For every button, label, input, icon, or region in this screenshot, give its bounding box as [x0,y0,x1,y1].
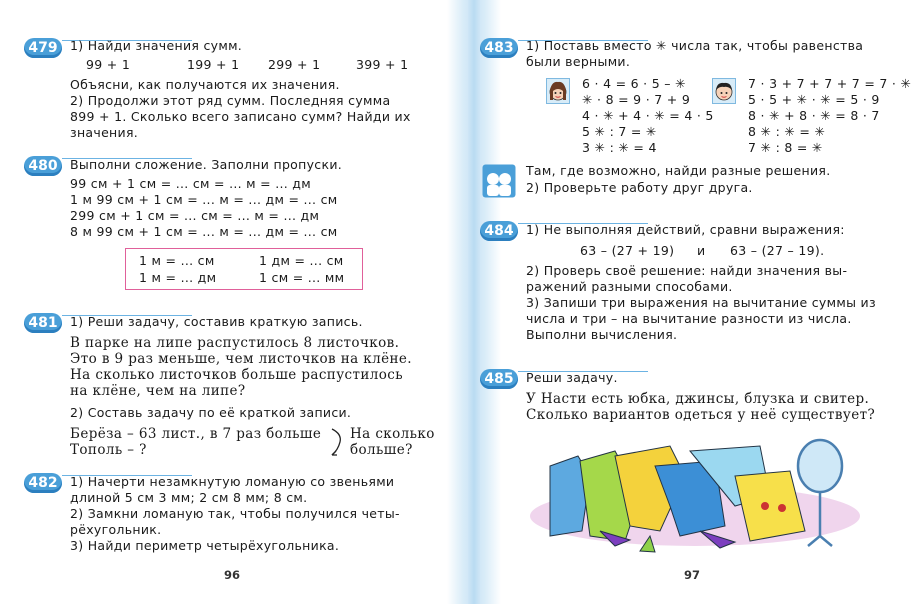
task-482-line: длиной 5 см 3 мм; 2 см 8 мм; 8 см. [70,490,308,505]
task-480-row: 1 м 99 см + 1 см = ... м = ... дм = ... см [70,192,338,207]
sum-2: 199 + 1 [187,57,240,72]
task-479-line6: значения. [70,125,139,140]
task-483-line4: 2) Проверьте работу друг друга. [526,180,753,195]
task-number-485: 485 [480,369,518,389]
eq-col2: 7 ✳ : 8 = ✳ [748,140,823,155]
task-485-story: Сколько вариантов одеться у неё существует? [526,407,876,423]
short-question-1: На сколько [350,426,435,442]
task-479-line1: 1) Найди значения сумм. [70,38,243,53]
boy-face-icon [712,78,736,104]
task-number-479: 479 [24,38,62,58]
task-480-row: 8 м 99 см + 1 см = ... м = ... дм = ... см [70,224,338,239]
eq-col2: 5 · 5 + ✳ · ✳ = 5 · 9 [748,92,880,107]
task-481-story: На сколько листочков больше распустилось [70,367,403,383]
task-485-title: Реши задачу. [526,370,618,385]
task-482-line: 3) Найди периметр четырёхугольника. [70,538,340,553]
task-number-484: 484 [480,221,518,241]
expression-2: 63 – (27 – 19). [730,243,825,258]
pair-work-icon [482,164,516,198]
task-484-line6: числа и три – на вычитание разности из числа. [526,311,852,326]
task-482-line: 1) Начерти незамкнутую ломаную со звеньями [70,474,395,489]
task-481-line2: 2) Составь задачу по её краткой записи. [70,405,352,420]
spine-stripe [468,0,480,604]
brace-arrow-icon [328,426,348,458]
units-box-item: 1 м = ... см [139,253,215,268]
sum-1: 99 + 1 [86,57,131,72]
task-number-481: 481 [24,313,62,333]
girl-face-icon [546,78,570,104]
page-number-left: 96 [224,568,241,582]
task-484-line4: ражений разными способами. [526,279,733,294]
task-number-480: 480 [24,156,62,176]
task-479-line4: 2) Продолжи этот ряд сумм. Последняя сумма [70,93,391,108]
clothes-illustration [520,436,870,556]
task-481-line1: 1) Реши задачу, составив краткую запись. [70,314,363,329]
task-number-482: 482 [24,473,62,493]
eq-col2: 7 · 3 + 7 + 7 + 7 = 7 · ✳ [748,76,912,91]
task-481-story: на клёне, чем на липе? [70,383,246,399]
task-483-line2: были верными. [526,54,631,69]
units-box-item: 1 дм = ... см [259,253,344,268]
task-480-row: 299 см + 1 см = ... см = ... м = ... дм [70,208,320,223]
eq-col1: 3 ✳ : ✳ = 4 [582,140,657,155]
units-box-item: 1 см = ... мм [259,270,345,285]
short-record-1: Берёза – 63 лист., в 7 раз больше [70,426,322,442]
sum-3: 299 + 1 [268,57,321,72]
expression-1: 63 – (27 + 19) [580,243,675,258]
task-481-story: Это в 9 раз меньше, чем листочков на клёне. [70,351,412,367]
task-484-line3: 2) Проверь своё решение: найди значения вы- [526,263,848,278]
eq-col1: 6 · 4 = 6 · 5 – ✳ [582,76,686,91]
task-479-line3: Объясни, как получаются их значения. [70,77,340,92]
task-484-line5: 3) Запиши три выражения на вычитание суммы из [526,295,876,310]
eq-col1: ✳ · 8 = 9 · 7 + 9 [582,92,691,107]
task-number-483: 483 [480,38,518,58]
units-box-item: 1 м = ... дм [139,270,217,285]
sum-4: 399 + 1 [356,57,409,72]
task-480-row: 99 см + 1 см = ... см = ... м = ... дм [70,176,311,191]
expression-and: и [697,243,706,258]
task-479-line5: 899 + 1. Сколько всего записано сумм? Найди их [70,109,411,124]
task-483-line1: 1) Поставь вместо ✳ числа так, чтобы равенства [526,38,864,53]
task-485-story: У Насти есть юбка, джинсы, блузка и свитер. [526,391,870,407]
task-481-story: В парке на липе распустилось 8 листочков. [70,335,400,351]
task-482-line: рёхугольник. [70,522,162,537]
page-number-right: 97 [684,568,701,582]
task-484-line7: Выполни вычисления. [526,327,678,342]
eq-col2: 8 · ✳ + 8 · ✳ = 8 · 7 [748,108,880,123]
task-480-title: Выполни сложение. Заполни пропуски. [70,157,343,172]
task-484-line1: 1) Не выполняя действий, сравни выражения: [526,222,845,237]
short-record-2: Тополь – ? [70,442,147,458]
short-question-2: больше? [350,442,413,458]
eq-col1: 4 · ✳ + 4 · ✳ = 4 · 5 [582,108,714,123]
task-482-line: 2) Замкни ломаную так, чтобы получился четы- [70,506,400,521]
eq-col1: 5 ✳ : 7 = ✳ [582,124,657,139]
eq-col2: 8 ✳ : ✳ = ✳ [748,124,826,139]
task-483-line3: Там, где возможно, найди разные решения. [526,163,831,178]
